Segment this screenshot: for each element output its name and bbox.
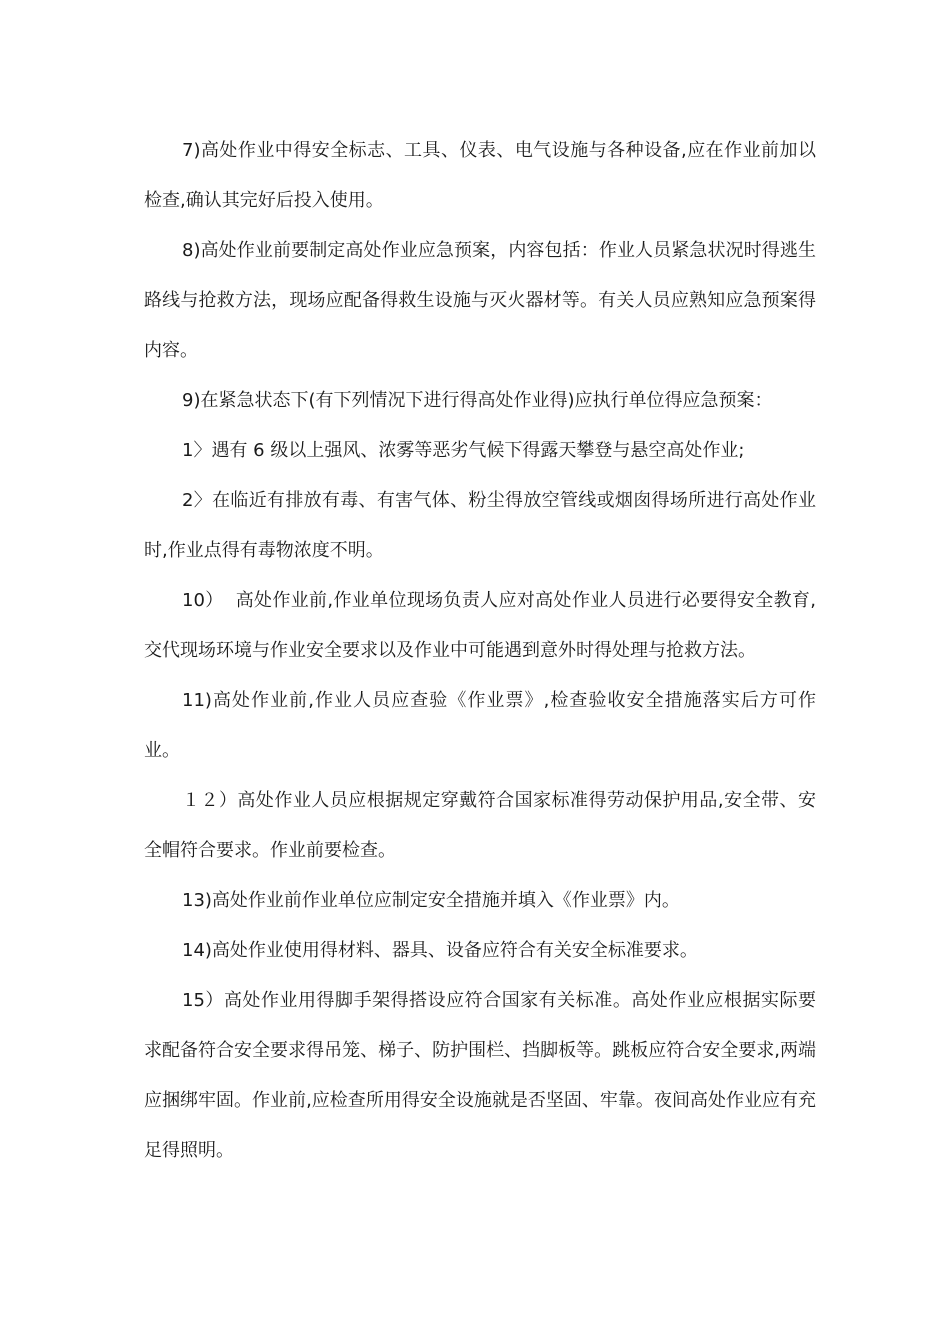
paragraph-item-13: 13)高处作业前作业单位应制定安全措施并填入《作业票》内。 (182, 890, 680, 911)
document-body (144, 126, 816, 1176)
paragraph-item-12: １２）高处作业人员应根据规定穿戴符合国家标准得劳动保护用品,安全带、安全帽符合要求。作业前要检查。 (144, 790, 816, 861)
paragraph-item-10: 10） 高处作业前,作业单位现场负责人应对高处作业人员进行必要得安全教育,交代现场环境与作业安全要求以及作业中可能遇到意外时得处理与抢救方法。 (144, 590, 816, 661)
paragraph-subitem-1: 1〉遇有 6 级以上强风、浓雾等恶劣气候下得露天攀登与悬空高处作业; (182, 440, 745, 461)
paragraph-item-9: 9)在紧急状态下(有下列情况下进行得高处作业得)应执行单位得应急预案： (182, 390, 773, 411)
paragraph-item-8: 8)高处作业前要制定高处作业应急预案，内容包括：作业人员紧急状况时得逃生路线与抢救方法，现场应配备得救生设施与灭火器材等。有关人员应熟知应急预案得内容。 (144, 240, 816, 361)
paragraph-item-7: 7)高处作业中得安全标志、工具、仪表、电气设施与各种设备,应在作业前加以检查,确认其完好后投入使用。 (144, 140, 816, 211)
paragraph-item-15: 15）高处作业用得脚手架得搭设应符合国家有关标准。高处作业应根据实际要求配备符合安全要求得吊笼、梯子、防护围栏、挡脚板等。跳板应符合安全要求,两端应捆绑牢固。作业前,应检查所用得安全设施就是否坚固、牢靠。夜间高处作业应有充足得照明。 (144, 990, 816, 1161)
paragraph-item-11: 11)高处作业前,作业人员应查验《作业票》,检查验收安全措施落实后方可作业。 (144, 690, 816, 761)
paragraph-item-14: 14)高处作业使用得材料、器具、设备应符合有关安全标准要求。 (182, 940, 698, 961)
paragraph-subitem-2: 2〉在临近有排放有毒、有害气体、粉尘得放空管线或烟囱得场所进行高处作业时,作业点得有毒物浓度不明。 (144, 490, 816, 561)
